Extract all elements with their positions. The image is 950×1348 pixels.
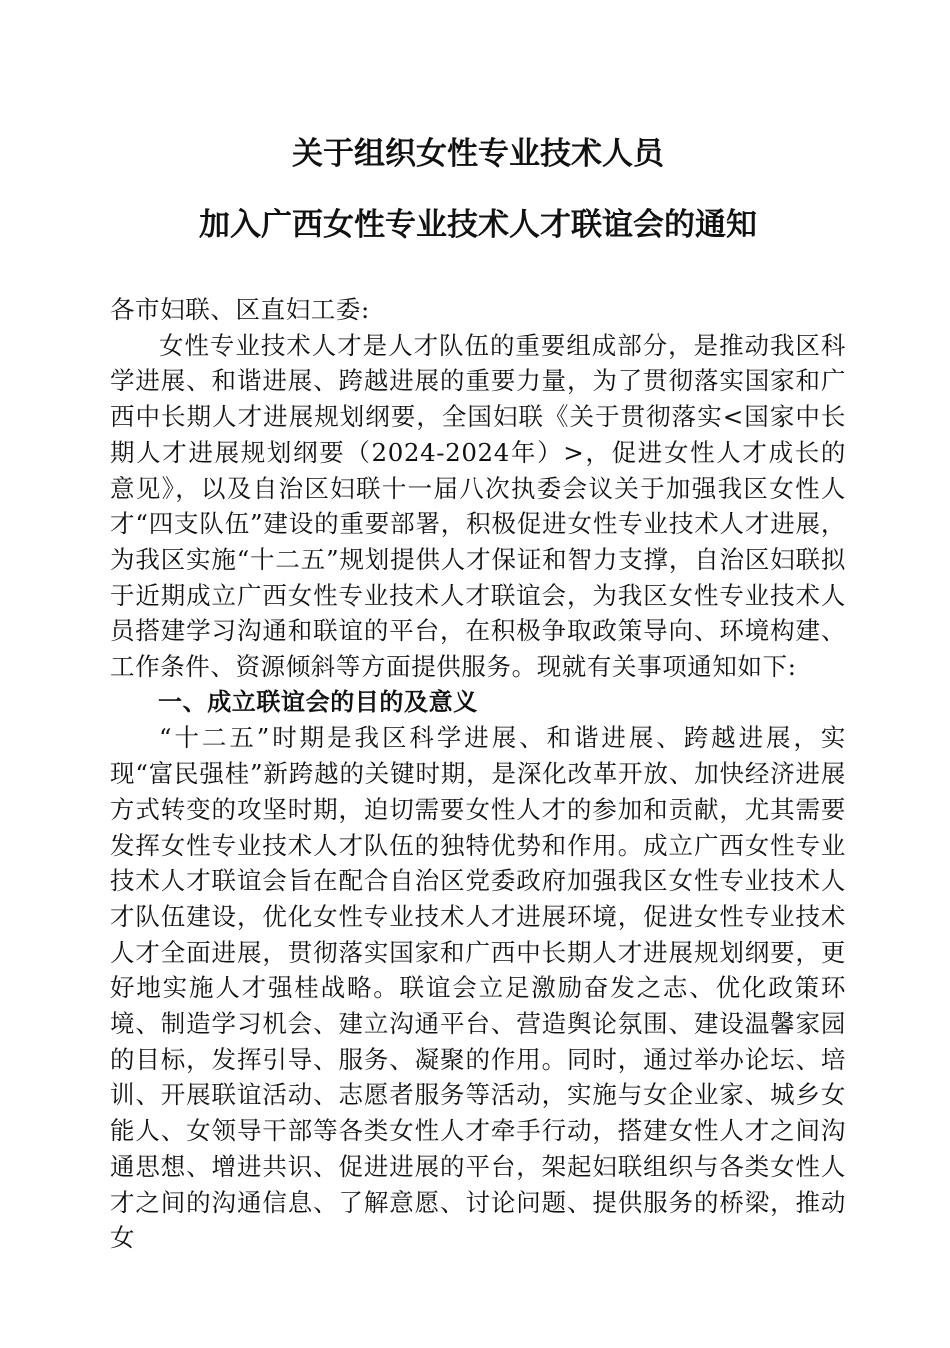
document-title-line-2: 加入广西女性专业技术人才联谊会的通知 [199, 207, 757, 243]
paragraph-intro: 女性专业技术人才是人才队伍的重要组成部分，是推动我区科学进展、和谐进展、跨越进展的重要力量，为了贯彻落实国家和广西中长期人才进展规划纲要，全国妇联《关于贯彻落实<国家中长期人才进展规划纲要（2024-2024年）>，促进女性人才成长的意见》，以及自治区妇联十一届八次执委会议关于加强我区女性人才“四支队伍”建设的重要部署，积极促进女性专业技术人才进展，为我区实施“十二五”规划提供人才保证和智力支撑，自治区妇联拟于近期成立广西女性专业技术人才联谊会，为我区女性专业技术人员搭建学习沟通和联谊的平台，在积极争取政策导向、环境构建、工作条件、资源倾斜等方面提供服务。现就有关事项通知如下: [110, 330, 846, 682]
document-body [110, 292, 846, 1256]
document-title-line-1: 关于组织女性专业技术人员 [292, 136, 664, 172]
section-heading: 一、成立联谊会的目的及意义 [158, 687, 478, 716]
paragraph-purpose: “十二五”时期是我区科学进展、和谐进展、跨越进展，实现“富民强桂”新跨越的关键时期，是深化改革开放、加快经济进展方式转变的攻坚时期，迫切需要女性人才的参加和贡献，尤其需要发挥女性专业技术人才队伍的独特优势和作用。成立广西女性专业技术人才联谊会旨在配合自治区党委政府加强我区女性专业技术人才队伍建设，优化女性专业技术人才进展环境，促进女性专业技术人才全面进展，贯彻落实国家和广西中长期人才进展规划纲要，更好地实施人才强桂战略。联谊会立足激励奋发之志、优化政策环境、制造学习机会、建立沟通平台、营造舆论氛围、建设温馨家园的目标，发挥引导、服务、凝聚的作用。同时，通过举办论坛、培训、开展联谊活动、志愿者服务等活动，实施与女企业家、城乡女能人、女领导干部等各类女性人才牵手行动，搭建女性人才之间沟通思想、增进共识、促进进展的平台，架起妇联组织与各类女性人才之间的沟通信息、了解意愿、讨论问题、提供服务的桥梁，推动女 [110, 723, 846, 1253]
salutation: 各市妇联、区直妇工委: [110, 295, 370, 324]
